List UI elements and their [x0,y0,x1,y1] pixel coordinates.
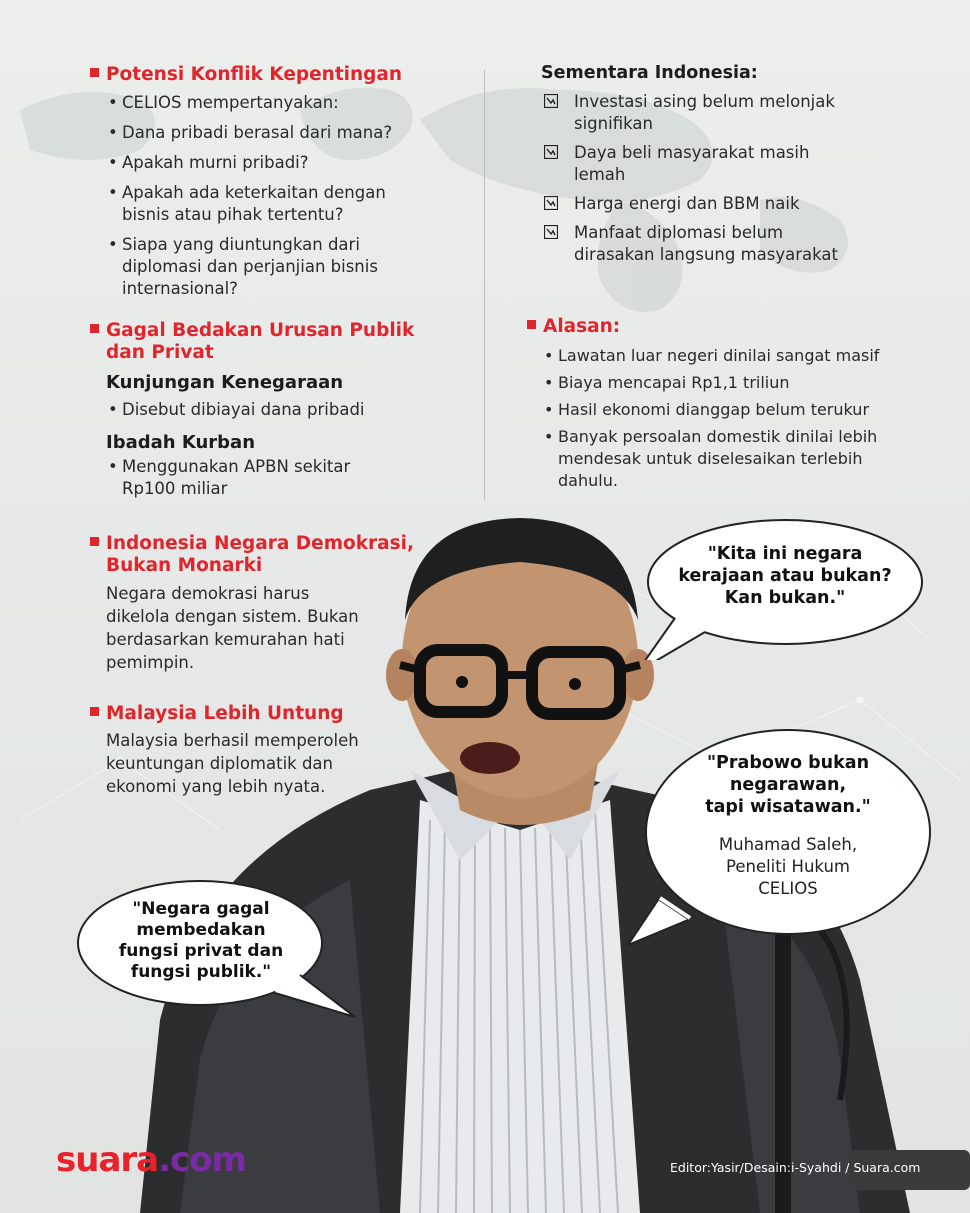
section-title-alasan: Alasan: [527,316,620,338]
column-divider [484,70,485,500]
list-item: • Dana pribadi berasal dari mana? [108,123,393,142]
quote-3: "Negara gagal membedakan fungsi privat dan fungsi publik." [118,899,284,982]
section-title-gagal: Gagal Bedakan Urusan Publik dan Privat [90,320,414,364]
bullet-icon: • [108,400,118,419]
list-item: • Biaya mencapai Rp1,1 triliun [544,373,790,392]
bullet-icon: • [108,183,118,202]
trend-down-icon [544,145,558,159]
trend-down-icon [544,225,558,239]
red-square-icon [90,537,99,546]
sementara-heading: Sementara Indonesia: [541,63,758,83]
list-item: Daya beli masyarakat masih lemah [540,142,850,186]
trend-down-icon [544,196,558,210]
bullet-icon: • [544,373,554,392]
red-square-icon [90,707,99,716]
quote-attribution: Muhamad Saleh, Peneliti Hukum CELIOS [718,835,858,898]
list-item: • Lawatan luar negeri dinilai sangat masif [544,346,880,365]
bullet-icon: • [108,153,118,172]
red-square-icon [90,68,99,77]
bullet-icon: • [108,235,118,254]
list-item: Investasi asing belum melonjak signifikan [540,91,850,135]
section-title-malaysia: Malaysia Lebih Untung [90,703,344,725]
red-square-icon [90,324,99,333]
alasan-bullet-list [542,345,922,497]
bullet-icon: • [108,457,118,476]
list-item: • Banyak persoalan domestik dinilai lebih mendesak untuk diselesaikan terlebih dahulu. [544,427,878,490]
list-item: • Menggunakan APBN sekitar Rp100 miliar [108,457,351,498]
trend-down-icon [544,94,558,108]
section-title-demokrasi: Indonesia Negara Demokrasi, Bukan Monarki [90,533,414,577]
kunjungan-heading: Kunjungan Kenegaraan [106,372,344,393]
section-title-potensi: Potensi Konflik Kepentingan [90,64,402,86]
quote-2: "Prabowo bukan negarawan, tapi wisatawan." Muhamad Saleh, Peneliti Hukum CELIOS [650,752,926,900]
kunjungan-bullet-list [106,399,406,429]
red-square-icon [527,320,536,329]
sementara-list [540,91,850,273]
bullet-icon: • [544,346,554,365]
suara-logo: suara.com [56,1140,246,1180]
bullet-icon: • [108,123,118,142]
list-item: Manfaat diplomasi belum dirasakan langsung masyarakat [540,222,850,266]
ibadah-heading: Ibadah Kurban [106,432,256,453]
list-item: • Hasil ekonomi dianggap belum terukur [544,400,870,419]
bullet-icon: • [544,400,554,419]
list-item: • Apakah murni pribadi? [108,153,309,172]
bullet-icon: • [108,93,118,112]
list-item: • Apakah ada keterkaitan dengan bisnis atau pihak tertentu? [108,183,386,224]
list-item: Harga energi dan BBM naik [540,193,850,215]
potensi-bullet-list [106,92,406,308]
list-item: • Disebut dibiayai dana pribadi [108,400,365,419]
list-item: • CELIOS mempertanyakan: [108,93,339,112]
malaysia-text: Malaysia berhasil memperoleh keuntungan diplomatik dan ekonomi yang lebih nyata. [106,731,359,796]
list-item: • Siapa yang diuntungkan dari diplomasi dan perjanjian bisnis internasional? [108,235,378,298]
bullet-icon: • [544,427,554,446]
demokrasi-text: Negara demokrasi harus dikelola dengan sistem. Bukan berdasarkan kemurahan hati pemimpin. [106,584,359,672]
quote-1: "Kita ini negara kerajaan atau bukan? Kan bukan." [678,544,892,608]
design-credit: Editor:Yasir/Desain:i-Syahdi / Suara.com [670,1160,921,1175]
